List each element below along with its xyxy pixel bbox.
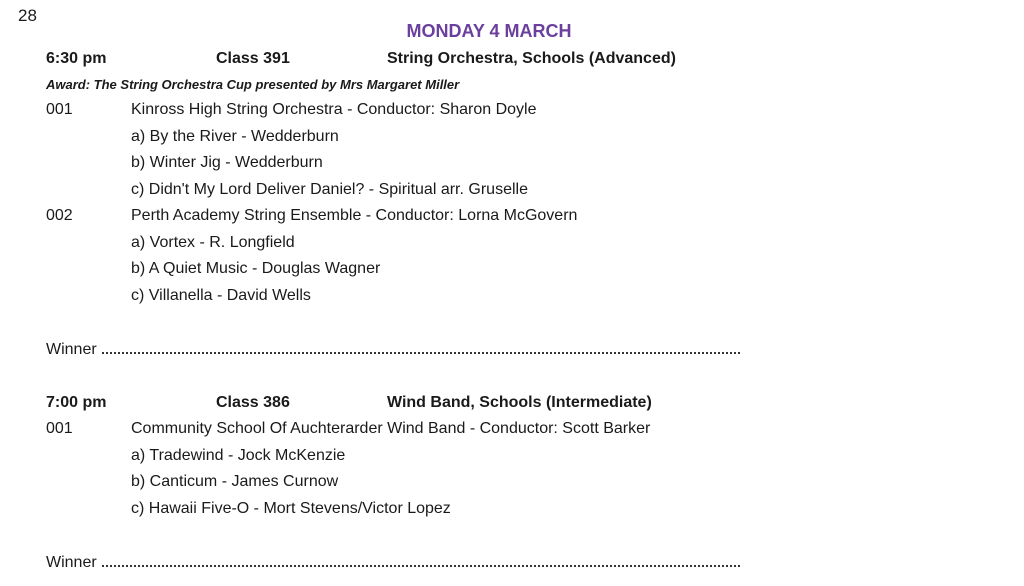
class-time: 6:30 pm — [46, 50, 107, 67]
winner-dotted-line — [102, 340, 740, 354]
piece-item: b) Canticum - James Curnow — [131, 473, 339, 490]
entry-ensemble: Perth Academy String Ensemble - Conductor: Lorna McGovern — [131, 207, 578, 224]
piece-item: c) Villanella - David Wells — [131, 287, 311, 304]
page-number: 28 — [18, 6, 37, 25]
piece-item: c) Didn't My Lord Deliver Daniel? - Spiritual arr. Gruselle — [131, 181, 528, 198]
entry-ensemble: Community School Of Auchterarder Wind Band - Conductor: Scott Barker — [131, 420, 651, 437]
award-line: Award: The String Orchestra Cup presented by Mrs Margaret Miller — [46, 77, 460, 92]
piece-item: a) Tradewind - Jock McKenzie — [131, 447, 346, 464]
class-time: 7:00 pm — [46, 394, 107, 411]
winner-line — [46, 553, 740, 572]
entry-number: 001 — [46, 101, 73, 118]
piece-item: b) Winter Jig - Wedderburn — [131, 154, 323, 171]
class-title: String Orchestra, Schools (Advanced) — [387, 50, 676, 67]
entry-number: 001 — [46, 420, 73, 437]
entry-number: 002 — [46, 207, 73, 224]
piece-item: a) By the River - Wedderburn — [131, 128, 339, 145]
entry-ensemble: Kinross High String Orchestra - Conductor: Sharon Doyle — [131, 101, 537, 118]
winner-label: Winner — [46, 341, 97, 358]
winner-line — [46, 340, 740, 359]
piece-item: c) Hawaii Five-O - Mort Stevens/Victor Lopez — [131, 500, 451, 517]
class-number: Class 391 — [216, 50, 290, 67]
class-title: Wind Band, Schools (Intermediate) — [387, 394, 652, 411]
day-heading: MONDAY 4 MARCH — [406, 21, 572, 41]
class-number: Class 386 — [216, 394, 290, 411]
winner-label: Winner — [46, 554, 97, 571]
winner-dotted-line — [102, 553, 740, 567]
piece-item: a) Vortex - R. Longfield — [131, 234, 295, 251]
piece-item: b) A Quiet Music - Douglas Wagner — [131, 260, 381, 277]
